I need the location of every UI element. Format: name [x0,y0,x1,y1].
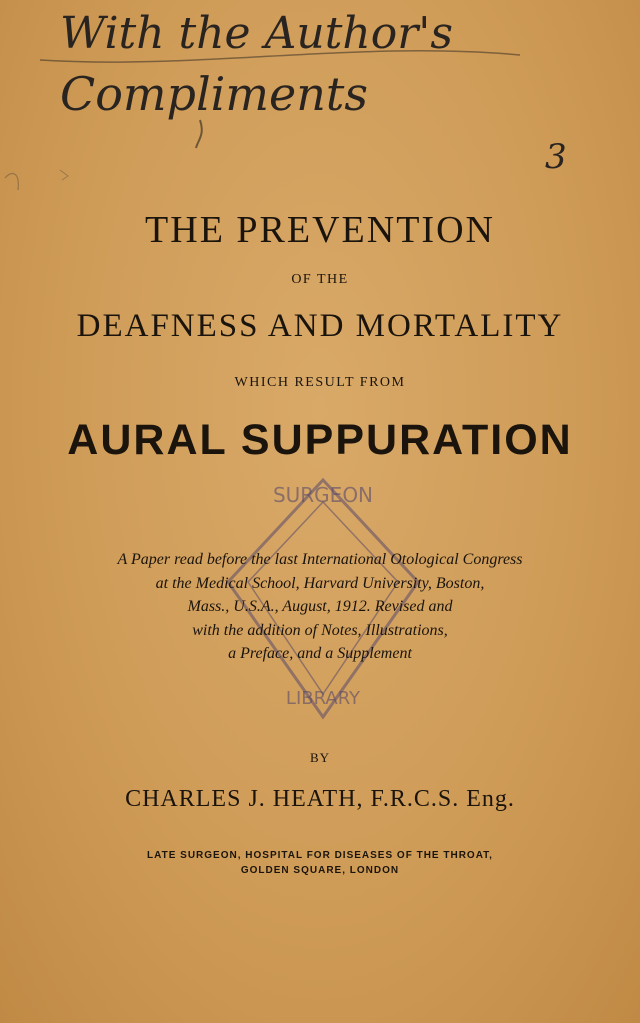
subtitle-line: a Preface, and a Supplement [228,645,412,662]
author-title-line2: GOLDEN SQUARE, LONDON [240,865,400,876]
author-title-line1: LATE SURGEON, HOSPITAL FOR DISEASES OF THE THROAT, [147,850,493,861]
subtitle-line: A Paper read before the last International Otological Congress [117,551,523,568]
author-name: CHARLES J. HEATH, F.R.C.S. Eng. [125,786,515,812]
stamp-top-text: SURGEON [272,483,374,507]
inscription-mark: 3 [545,137,567,177]
author-title [0,848,640,878]
subtitle-line: Mass., U.S.A., August, 1912. Revised and [187,598,453,615]
handwritten-inscription-drawing [0,0,640,200]
handwritten-inscription [0,0,640,200]
inscription-line1: With the Author's [60,8,453,59]
subtitle-line: at the Medical School, Harvard University, Boston, [155,574,485,592]
subtitle-block [0,548,640,666]
title-line3: AURAL SUPPURATION [67,416,573,464]
subtitle-line: with the addition of Notes, Illustrations, [192,621,448,639]
inscription-line2: Compliments [60,67,368,121]
stamp-bottom-text: LIBRARY [285,688,361,709]
by-label: BY [309,750,331,765]
title-of-the: OF THE [291,272,349,287]
title-which-result-from: WHICH RESULT FROM [234,375,406,390]
title-line1: THE PREVENTION [145,209,495,251]
title-line2: DEAFNESS AND MORTALITY [76,308,564,344]
